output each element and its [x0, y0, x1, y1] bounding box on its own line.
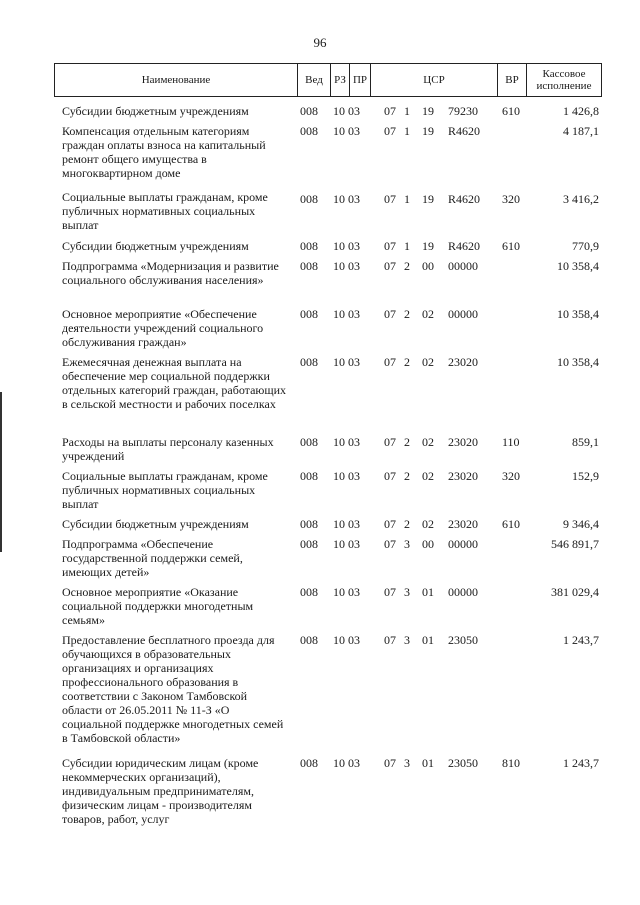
row-name: Социальные выплаты гражданам, кроме публичных нормативных социальных выплат [62, 190, 268, 232]
row-name: Основное мероприятие «Оказание социальной поддержки многодетным семьям» [62, 585, 254, 627]
table-row [54, 124, 602, 190]
row-pr: 03 [348, 239, 360, 253]
row-ved: 008 [300, 585, 318, 599]
row-csr-program: 07 [384, 259, 396, 273]
row-csr-event: 01 [422, 585, 434, 599]
row-vr: 610 [502, 239, 520, 253]
row-sum: 9 346,4 [563, 517, 599, 531]
row-name: Подпрограмма «Модернизация и развитие социального обслуживания населения» [62, 259, 279, 287]
row-csr-event: 00 [422, 537, 434, 551]
row-csr-program: 07 [384, 239, 396, 253]
row-ved: 008 [300, 259, 318, 273]
row-pr: 03 [348, 435, 360, 449]
row-csr-program: 07 [384, 307, 396, 321]
row-ved: 008 [300, 633, 318, 647]
row-ved: 008 [300, 756, 318, 770]
row-csr-event: 01 [422, 756, 434, 770]
row-sum: 10 358,4 [557, 307, 599, 321]
row-sum: 770,9 [572, 239, 599, 253]
row-rz: 10 [333, 104, 345, 118]
row-vr: 610 [502, 517, 520, 531]
table-row [54, 355, 602, 435]
table-row [54, 259, 602, 307]
table-row [54, 435, 602, 469]
header-rz: РЗ [334, 74, 346, 86]
row-sum: 546 891,7 [551, 537, 599, 551]
row-csr-direction: R4620 [448, 124, 481, 138]
row-csr-subprogram: 1 [404, 104, 410, 118]
row-pr: 03 [348, 192, 360, 206]
table-row [54, 307, 602, 355]
row-csr-direction: 23020 [448, 517, 478, 531]
table-row [54, 633, 602, 756]
row-vr: 320 [502, 192, 520, 206]
row-sum: 1 243,7 [563, 756, 599, 770]
row-csr-program: 07 [384, 517, 396, 531]
row-ved: 008 [300, 517, 318, 531]
row-csr-subprogram: 1 [404, 192, 410, 206]
header-csr: ЦСР [423, 74, 445, 86]
row-name: Субсидии бюджетным учреждениям [62, 517, 249, 531]
row-name: Подпрограмма «Обеспечение государственной поддержки семей, имеющих детей» [62, 537, 243, 579]
row-csr-direction: 00000 [448, 585, 478, 599]
row-csr-direction: 00000 [448, 537, 478, 551]
row-name: Субсидии бюджетным учреждениям [62, 104, 249, 118]
row-csr-direction: 23050 [448, 633, 478, 647]
table-row [54, 469, 602, 517]
row-csr-event: 19 [422, 124, 434, 138]
row-ved: 008 [300, 104, 318, 118]
row-sum: 859,1 [572, 435, 599, 449]
row-name: Расходы на выплаты персоналу казенных учреждений [62, 435, 274, 463]
row-name: Ежемесячная денежная выплата на обеспечение мер социальной поддержки отдельных категорий граждан, работающих в сельской местности и рабочих поселках [62, 355, 287, 411]
row-csr-subprogram: 3 [404, 633, 410, 647]
row-sum: 1 243,7 [563, 633, 599, 647]
row-csr-subprogram: 2 [404, 307, 410, 321]
row-vr: 610 [502, 104, 520, 118]
row-vr: 810 [502, 756, 520, 770]
row-sum: 3 416,2 [563, 192, 599, 206]
row-pr: 03 [348, 633, 360, 647]
row-pr: 03 [348, 259, 360, 273]
row-csr-event: 19 [422, 104, 434, 118]
row-rz: 10 [333, 124, 345, 138]
header-sum: Кассовое исполнение [536, 68, 592, 92]
table-row [54, 104, 602, 124]
row-csr-program: 07 [384, 192, 396, 206]
table-header [54, 63, 602, 97]
row-ved: 008 [300, 239, 318, 253]
row-rz: 10 [333, 239, 345, 253]
row-csr-event: 02 [422, 469, 434, 483]
row-pr: 03 [348, 355, 360, 369]
row-csr-direction: 23020 [448, 435, 478, 449]
row-csr-subprogram: 2 [404, 469, 410, 483]
row-csr-program: 07 [384, 435, 396, 449]
row-pr: 03 [348, 104, 360, 118]
row-csr-program: 07 [384, 537, 396, 551]
row-csr-program: 07 [384, 756, 396, 770]
row-ved: 008 [300, 469, 318, 483]
header-vr: ВР [505, 74, 519, 86]
row-pr: 03 [348, 517, 360, 531]
row-pr: 03 [348, 585, 360, 599]
table-row [54, 517, 602, 537]
row-pr: 03 [348, 307, 360, 321]
row-ved: 008 [300, 124, 318, 138]
table-row [54, 190, 602, 239]
row-rz: 10 [333, 355, 345, 369]
row-csr-event: 02 [422, 307, 434, 321]
table-row [54, 537, 602, 585]
row-csr-subprogram: 1 [404, 124, 410, 138]
row-csr-direction: R4620 [448, 239, 481, 253]
row-rz: 10 [333, 259, 345, 273]
row-csr-event: 19 [422, 239, 434, 253]
header-pr: ПР [352, 74, 368, 86]
table-body [54, 104, 602, 836]
row-csr-program: 07 [384, 355, 396, 369]
row-vr: 320 [502, 469, 520, 483]
row-csr-direction: 00000 [448, 259, 478, 273]
table-row [54, 239, 602, 259]
row-csr-subprogram: 2 [404, 259, 410, 273]
row-csr-subprogram: 2 [404, 517, 410, 531]
page-number: 96 [313, 35, 327, 50]
row-sum: 4 187,1 [563, 124, 599, 138]
row-rz: 10 [333, 585, 345, 599]
row-csr-subprogram: 2 [404, 355, 410, 369]
row-csr-subprogram: 2 [404, 435, 410, 449]
row-ved: 008 [300, 537, 318, 551]
header-name: Наименование [141, 74, 211, 86]
table-row [54, 585, 602, 633]
row-rz: 10 [333, 469, 345, 483]
row-sum: 152,9 [572, 469, 599, 483]
row-csr-direction: 23020 [448, 355, 478, 369]
row-csr-subprogram: 3 [404, 537, 410, 551]
row-name: Компенсация отдельным категориям граждан оплаты взноса на капитальный ремонт общего имущества в многоквартирном доме [62, 124, 266, 180]
row-vr: 110 [502, 435, 520, 449]
row-csr-event: 00 [422, 259, 434, 273]
row-csr-program: 07 [384, 633, 396, 647]
row-sum: 10 358,4 [557, 355, 599, 369]
row-csr-program: 07 [384, 124, 396, 138]
header-ved: Вед [305, 74, 323, 86]
row-csr-direction: R4620 [448, 192, 481, 206]
row-ved: 008 [300, 435, 318, 449]
row-csr-direction: 79230 [448, 104, 478, 118]
row-name: Социальные выплаты гражданам, кроме публичных нормативных социальных выплат [62, 469, 268, 511]
row-csr-event: 02 [422, 517, 434, 531]
row-rz: 10 [333, 517, 345, 531]
margin-mark [0, 392, 2, 552]
row-csr-program: 07 [384, 469, 396, 483]
row-csr-direction: 23020 [448, 469, 478, 483]
row-rz: 10 [333, 633, 345, 647]
row-pr: 03 [348, 756, 360, 770]
row-rz: 10 [333, 435, 345, 449]
row-csr-program: 07 [384, 104, 396, 118]
row-ved: 008 [300, 307, 318, 321]
row-csr-subprogram: 3 [404, 756, 410, 770]
row-csr-subprogram: 3 [404, 585, 410, 599]
row-csr-event: 02 [422, 435, 434, 449]
table-row [54, 756, 602, 836]
row-csr-event: 01 [422, 633, 434, 647]
row-ved: 008 [300, 192, 318, 206]
row-name: Предоставление бесплатного проезда для обучающихся в образовательных организациях и организациях профессионального образования в соответствии с Законом Тамбовской области от 26.05.2011 № 11-З «О социальной поддержке многодетных семей в Тамбовской области» [62, 633, 284, 745]
row-rz: 10 [333, 307, 345, 321]
row-csr-direction: 23050 [448, 756, 478, 770]
row-rz: 10 [333, 756, 345, 770]
row-name: Субсидии юридическим лицам (кроме некоммерческих организаций), индивидуальным предпринимателям, физическим лицам - производителям товаров, работ, услуг [62, 756, 259, 826]
row-name: Основное мероприятие «Обеспечение деятельности учреждений социального обслуживания граждан» [62, 307, 264, 349]
row-pr: 03 [348, 469, 360, 483]
row-ved: 008 [300, 355, 318, 369]
row-rz: 10 [333, 192, 345, 206]
row-rz: 10 [333, 537, 345, 551]
row-csr-event: 02 [422, 355, 434, 369]
row-pr: 03 [348, 537, 360, 551]
row-csr-event: 19 [422, 192, 434, 206]
row-csr-subprogram: 1 [404, 239, 410, 253]
row-sum: 1 426,8 [563, 104, 599, 118]
row-sum: 381 029,4 [551, 585, 599, 599]
row-csr-program: 07 [384, 585, 396, 599]
row-csr-direction: 00000 [448, 307, 478, 321]
row-pr: 03 [348, 124, 360, 138]
row-name: Субсидии бюджетным учреждениям [62, 239, 249, 253]
row-sum: 10 358,4 [557, 259, 599, 273]
